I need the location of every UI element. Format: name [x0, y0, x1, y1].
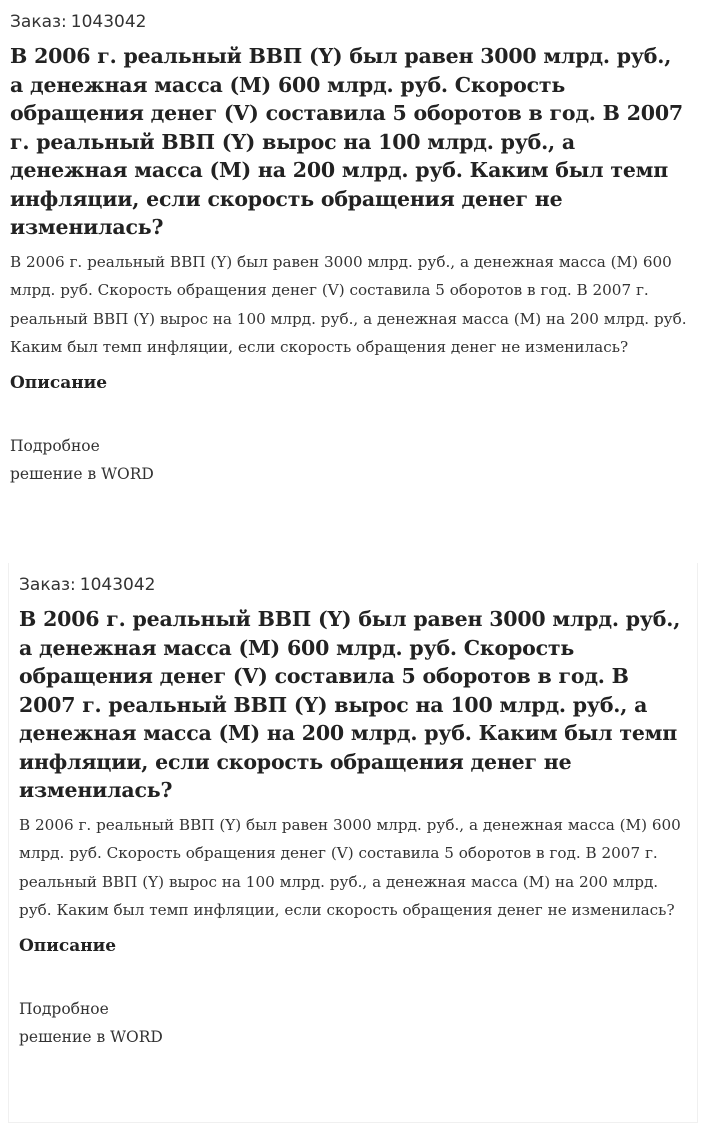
description-line-2: решение в WORD [10, 464, 154, 483]
order-number: 1043042 [79, 575, 156, 595]
description-text [10, 432, 689, 488]
task-body: В 2006 г. реальный ВВП (Y) был равен 3000 млрд. руб., а денежная масса (М) 600 млрд. руб. Скорость обращения денег (V) составила 5 оборотов в год. В 2007 г. реальный ВВП (Y) вырос на 100 млрд. руб., а денежная масса (М) на 200 млрд. руб. Каким был темп инфляции, если скорость обращения денег не изменилась? [10, 252, 687, 356]
description-heading: Описание [19, 935, 117, 956]
description-text [19, 995, 683, 1051]
order-label-text: Заказ: [19, 575, 76, 595]
description-line-1: Подробное [19, 999, 109, 1018]
order-number: 1043042 [70, 12, 147, 32]
order-card-1 [0, 0, 701, 560]
order-card-2 [8, 563, 698, 1123]
description-line-2: решение в WORD [19, 1027, 163, 1046]
task-title: В 2006 г. реальный ВВП (Y) был равен 3000 млрд. руб., а денежная масса (М) 600 млрд. руб. Скорость обращения денег (V) составила 5 оборотов в год. В 2007 г. реальный ВВП (Y) вырос на 100 млрд. руб., а денежная масса (М) на 200 млрд. руб. Каким был темп инфляции, если скорость обращения денег не изменилась? [19, 607, 681, 802]
task-body: В 2006 г. реальный ВВП (Y) был равен 3000 млрд. руб., а денежная масса (М) 600 млрд. руб. Скорость обращения денег (V) составила 5 оборотов в год. В 2007 г. реальный ВВП (Y) вырос на 100 млрд. руб., а денежная масса (М) на 200 млрд. руб. Каким был темп инфляции, если скорость обращения денег не изменилась? [19, 815, 681, 919]
task-title: В 2006 г. реальный ВВП (Y) был равен 3000 млрд. руб., а денежная масса (М) 600 млрд. руб. Скорость обращения денег (V) составила 5 оборотов в год. В 2007 г. реальный ВВП (Y) вырос на 100 млрд. руб., а денежная масса (М) на 200 млрд. руб. Каким был темп инфляции, если скорость обращения денег не изменилась? [10, 44, 683, 239]
description-heading: Описание [10, 372, 108, 393]
description-line-1: Подробное [10, 436, 100, 455]
order-id [10, 10, 689, 34]
order-label-text: Заказ: [10, 12, 67, 32]
order-id [19, 573, 683, 597]
